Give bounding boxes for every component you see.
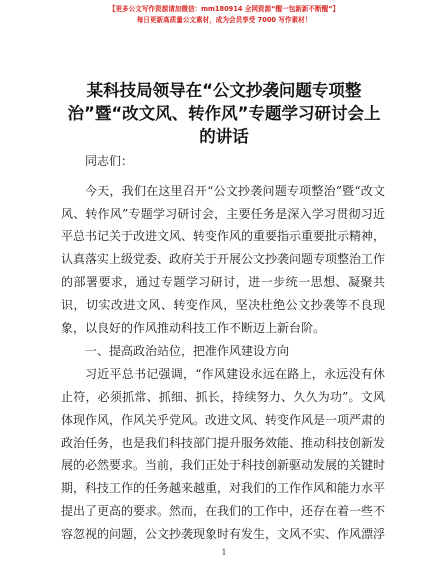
section-heading-1: 一、提高政治站位，把准作风建设方向 xyxy=(85,344,290,359)
document-title xyxy=(40,79,408,148)
promo-banner-line-2: 每日更新高质量公文素材，成为会员享受 7000 写作素材！ xyxy=(136,16,312,24)
paragraph-section-1: 习近平总书记强调，“作风建设永远在路上，永远没有休止符，必须抓常、抓细、抓长，持续努力、久久为功”。文风体现作风，作风关乎党风。改进文风、转变作风是一项严肃的政治任务，也是我们科技部门提升服务效能、推动科技创新发展的必然要求。当前，我们正处于科技创新驱动发展的关键时期，科技工作的任务越来越重，对我们的工作作风和能力水平提出了更高的要求。然而，在我们的工作中，还存在着一些不容忽视的问题，公文抄袭现象时有发生，文风不实、作风漂浮 xyxy=(61,367,386,541)
promo-banner xyxy=(0,4,448,25)
promo-banner-line-1: 【更多公文写作资源请加微信：mm180914 全网资源“醒一包新新不断醒”】 xyxy=(108,5,340,13)
document-title-line-2: 治”暨“改文风、转作风”专题学习研讨会上 xyxy=(67,104,381,123)
paragraph-intro: 今天，我们在这里召开“公文抄袭问题专项整治”暨“改文风、转作风”专题学习研讨会，主要任务是深入学习贯彻习近平总书记关于改进文风、转变作风的重要指示重要批示精神，认真落实上级党委、政府关于开展公文抄袭问题专项整治工作的部署要求，通过专题学习研讨，进一步统一思想、凝聚共识，切实改进文风、转变作风，坚决杜绝公文抄袭等不良现象，以良好的作风推动科技工作不断迈上新台阶。 xyxy=(61,183,386,335)
document-title-line-1: 某科技局领导在“公文抄袭问题专项整 xyxy=(86,81,362,100)
page-number: 1 xyxy=(221,548,227,557)
document-body xyxy=(61,150,385,546)
document-title-line-3: 的讲话 xyxy=(199,127,249,146)
salutation: 同志们： xyxy=(85,154,134,168)
